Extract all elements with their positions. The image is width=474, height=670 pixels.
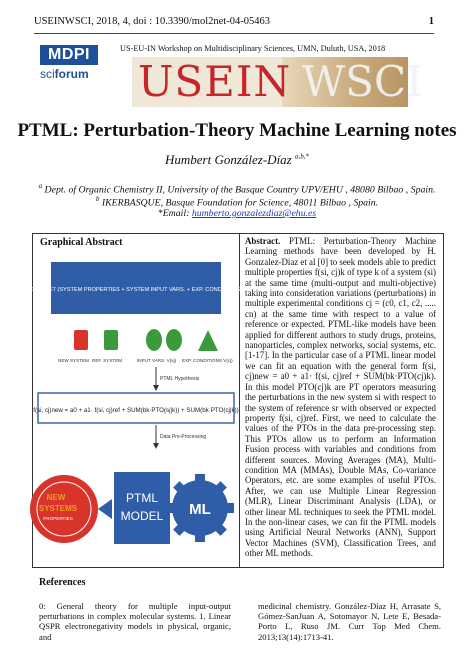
affiliation-a [0, 182, 474, 195]
shape-label-input-vars: INPUT VARS. V(sj) [137, 358, 177, 363]
reference-column-2: medicinal chemistry. González-Díaz H, Arrasate S, Gómez-SanJuan A, Sotomayor N, Lete E, Besada-Porto L, Ruso JM. Curr Top Med Chem. 2013;13(14):1713-41. [258, 601, 441, 642]
abstract-text [245, 236, 436, 559]
affiliation-a-sup: a [38, 182, 43, 190]
email-line [0, 208, 474, 219]
ptml-model-box [114, 472, 170, 544]
sciforum-bold: forum [54, 67, 89, 81]
abstract-body: PTML: Perturbation-Theory Machine Learning methods have been developed by H. Gonzalez-Diaz et al [0] to seek models able to predict multiple properties f(si, cj)k of type k of a system (si) at the same time (multi-output and multi-objective) taking into consideration variations (perturbations) in multiple experimental conditions cj = (c0, c1, c2, ..... cn) at the same time with respect to a value of reference or expected. PTML-like models have been applied for different authors to study drugs, proteins, nanoparticles, complex networks, social systems, etc. [1-17]. In the particular case of a PTML linear model we can fit an equation with the general form f(si, cj)new = a0 + a1· f(si, cj)ref + SUM(bk·PTO(cj)k). In this model PTO(cj)k are PT operators measuring the perturbations in the new system si with respect to the system of reference sr with observed or expected property f(si, cj)ref. First, we need to calculate the values of the PTOs in the data pre-processing step. This PTOs allow us to perform an Information Fusion process with variables and conditions from different sources. Moving Averages (MA), Multi-condition MA (MMAs), Double MAs, Co-variance Operators, etc. are some examples of useful PTOs. After, we can use Multiple Linear Regression (MLR), Linear Discriminant Analysis (LDA), or other linear ML techniques to seek the PTML model. In the non-linear cases, we can fit the PTML models using Artificial Neural Networks (ANN), Support Vector Machines (SVM), Classification Trees, and other ML methods. [245, 236, 436, 559]
ptml-model-line-1: PTML [125, 491, 159, 505]
graphical-abstract-heading: Graphical Abstract [40, 237, 123, 248]
ml-label: ML [189, 501, 211, 518]
affiliation-b [0, 195, 474, 208]
abstract-label: Abstract. [245, 236, 281, 246]
affiliation-b-sup: b [95, 195, 100, 203]
dataset-box-label: DATA SET (SYSTEM PROPERTIES + SYSTEM INPUT VARS. + EXP. CONDITIONS) [29, 287, 243, 293]
workshop-line: US-EU-IN Workshop on Multidisciplinary Sciences, UMN, Duluth, USA, 2018 [120, 44, 386, 53]
new-systems-line-3: PROPERTIES [43, 516, 73, 521]
header-citation: USEINWSCI, 2018, 4, doi : 10.3390/mol2net-04-05463 [34, 16, 270, 27]
new-system-shape [74, 330, 88, 350]
reference-column-1: 0: General theory for multiple input-output perturbations in complex molecular systems. 1. Linear QSPR electronegativity models in physical, organic, and [39, 601, 231, 642]
mdpi-logo: MDPI [40, 45, 98, 65]
shape-label-ref-system: REF. SYSTEM [92, 358, 123, 363]
input-vars-shape-2 [166, 329, 182, 351]
sciforum-light: sci [40, 67, 55, 81]
usein-wsci-banner [132, 57, 423, 107]
abstract-box [29, 233, 444, 568]
new-systems-line-2: SYSTEMS [38, 504, 78, 513]
shape-label-exp-conditions: EXP. CONDITIONS V(cj) [182, 358, 233, 363]
arrow-to-new-systems [98, 499, 112, 519]
paper-title: PTML: Perturbation-Theory Machine Learning notes [17, 120, 457, 141]
banner-word-usein: USEIN [138, 57, 292, 106]
preprocessing-label: Data Pre-Processing [160, 434, 207, 440]
sciforum-logo [40, 67, 89, 81]
ptml-model-line-2: MODEL [120, 509, 164, 523]
header-rule [34, 33, 434, 34]
exp-conditions-shape [198, 330, 218, 351]
new-systems-line-1: NEW [46, 493, 66, 502]
equation-text: f(si, cj)new = a0 + a1· f(si, cj)ref + SUM(bk·PTO(sj|k)) + SUM(bk·PTO(cj|k)) [33, 407, 239, 414]
author-sup: a,b,* [295, 152, 309, 161]
graphical-abstract-figure [29, 254, 243, 562]
ref-system-shape [104, 330, 118, 350]
box-divider [239, 234, 240, 567]
hypothesis-label: PTML Hypothesis [160, 376, 200, 382]
page-number: 1 [428, 16, 434, 27]
author-name: Humbert González-Díaz [165, 152, 292, 167]
banner-word-wsci: WSCI [302, 57, 423, 106]
email-link[interactable]: humberto.gonzalezdiaz@ehu.es [191, 208, 317, 219]
shape-label-new-system: NEW SYSTEM [58, 358, 89, 363]
email-label: *Email: [157, 208, 190, 219]
references-heading: References [39, 577, 86, 588]
author-line [0, 152, 474, 168]
affiliation-b-text: IKERBASQUE, Basque Foundation for Science, 48011 Bilbao , Spain. [101, 197, 379, 209]
affiliation-a-text: Dept. of Organic Chemistry II, University of the Basque Country UPV/EHU , 48080 Bilbao , Spain. [44, 184, 436, 196]
input-vars-shape-1 [146, 329, 162, 351]
